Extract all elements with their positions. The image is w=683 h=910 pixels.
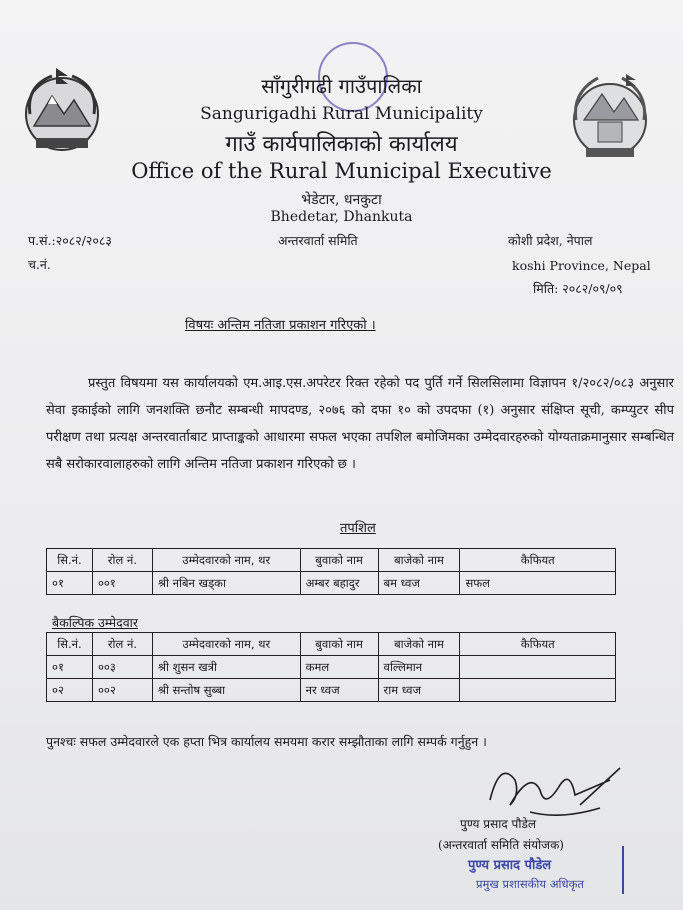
details-heading: तपशिल — [340, 521, 376, 536]
cell-serial: ०१ — [47, 656, 93, 679]
dispatch-number: च.नं. — [28, 257, 51, 272]
postscript-note: पुनश्चः सफल उम्मेदवारले एक हप्ता भित्र कार्यालय समयमा करार सम्झौताका लागि सम्पर्क गर्नुहुन । — [46, 734, 487, 749]
cell-remarks — [460, 679, 616, 702]
cell-serial: ०१ — [47, 572, 93, 595]
alternate-candidates-table — [46, 632, 616, 702]
letter-subject: विषयः अन्तिम नतिजा प्रकाशन गरिएको । — [185, 318, 376, 333]
stamp-officer-name: पुण्य प्रसाद पौडेल — [468, 858, 552, 873]
signatory-role: (अन्तरवार्ता समिति संयोजक) — [438, 838, 564, 852]
table-header-row — [47, 549, 616, 572]
cell-grandfather-name: वल्लिमान — [378, 656, 460, 679]
office-name-english: Office of the Rural Municipal Executive — [131, 159, 552, 183]
header-father-name: बुवाको नाम — [300, 549, 378, 572]
cell-father-name: नर ध्वज — [300, 679, 378, 702]
cell-father-name: अम्बर बहादुर — [300, 572, 378, 595]
header-candidate-name: उम्मेदवारको नाम, थर — [152, 633, 300, 656]
cell-candidate-name: श्री सन्तोष सुब्बा — [152, 679, 300, 702]
header-roll: रोल नं. — [92, 633, 152, 656]
cell-roll: ००३ — [92, 656, 152, 679]
header-serial: सि.नं. — [47, 633, 93, 656]
alternate-candidates-heading: बैकल्पिक उम्मेदवार — [52, 615, 139, 630]
header-remarks: कैफियत — [460, 549, 616, 572]
cell-grandfather-name: राम ध्वज — [378, 679, 460, 702]
stamp-border — [622, 846, 624, 894]
signatory-name: पुण्य प्रसाद पौडेल — [460, 817, 537, 831]
header-grandfather-name: बाजेको नाम — [378, 633, 460, 656]
header-father-name: बुवाको नाम — [300, 633, 378, 656]
stamp-officer-role: प्रमुख प्रशासकीय अधिकृत — [476, 877, 584, 891]
cell-serial: ०२ — [47, 679, 93, 702]
cell-remarks — [460, 656, 616, 679]
cell-roll: ००२ — [92, 679, 152, 702]
header-candidate-name: उम्मेदवारको नाम, थर — [152, 549, 300, 572]
reference-number: प.सं.:२०८२/२०८३ — [28, 233, 112, 248]
cell-grandfather-name: बम ध्वज — [378, 572, 460, 595]
cell-roll: ००१ — [92, 572, 152, 595]
letter-date: मिति: २०८२/०९/०९ — [533, 281, 623, 296]
table-row — [47, 656, 616, 679]
committee-name: अन्तरवार्ता समिति — [278, 233, 358, 248]
header-grandfather-name: बाजेको नाम — [378, 549, 460, 572]
letter-body: प्रस्तुत विषयमा यस कार्यालयको एम.आइ.एस.अपरेटर रिक्त रहेको पद पुर्ति गर्ने सिलसिलामा विज्ञापन १/२०८२/०८३ अनुसार सेवा इकाईको लागि जनशक्ति छनौट सम्बन्धी मापदण्ड, २०७६ को दफा १० को उपदफा (१) अनुसार संक्षिप्त सूची, कम्प्युटर सीप परीक्षण तथा प्रत्यक्ष अन्तरवार्ताबाट प्राप्ताङ्कको आधारमा सफल भएका तपशिल बमोजिमका उम्मेदवारहरुको योग्यताक्रमानुसार सम्बन्धित सबै सरोकारवालाहरुको लागि अन्तिम नतिजा प्रकाशन गरिएको छ । — [46, 376, 674, 472]
cell-father-name: कमल — [300, 656, 378, 679]
address-nepali: भेडेटार, धनकुटा — [301, 192, 382, 208]
municipality-name-nepali: साँगुरीगढी गाउँपालिका — [261, 74, 422, 98]
province-english: koshi Province, Nepal — [512, 258, 651, 273]
table-row — [47, 572, 616, 595]
cell-remarks: सफल — [460, 572, 616, 595]
table-row — [47, 679, 616, 702]
header-serial: सि.नं. — [47, 549, 93, 572]
table-header-row — [47, 633, 616, 656]
cell-candidate-name: श्री शुसन खत्री — [152, 656, 300, 679]
address-english: Bhedetar, Dhankuta — [270, 209, 413, 225]
header-roll: रोल नं. — [92, 549, 152, 572]
selected-candidates-table — [46, 548, 616, 595]
office-name-nepali: गाउँ कार्यपालिकाको कार्यालय — [225, 132, 458, 157]
province-nepali: कोशी प्रदेश, नेपाल — [508, 233, 593, 248]
municipality-name-english: Sangurigadhi Rural Municipality — [200, 104, 483, 124]
header-remarks: कैफियत — [460, 633, 616, 656]
cell-candidate-name: श्री नबिन खड्का — [152, 572, 300, 595]
